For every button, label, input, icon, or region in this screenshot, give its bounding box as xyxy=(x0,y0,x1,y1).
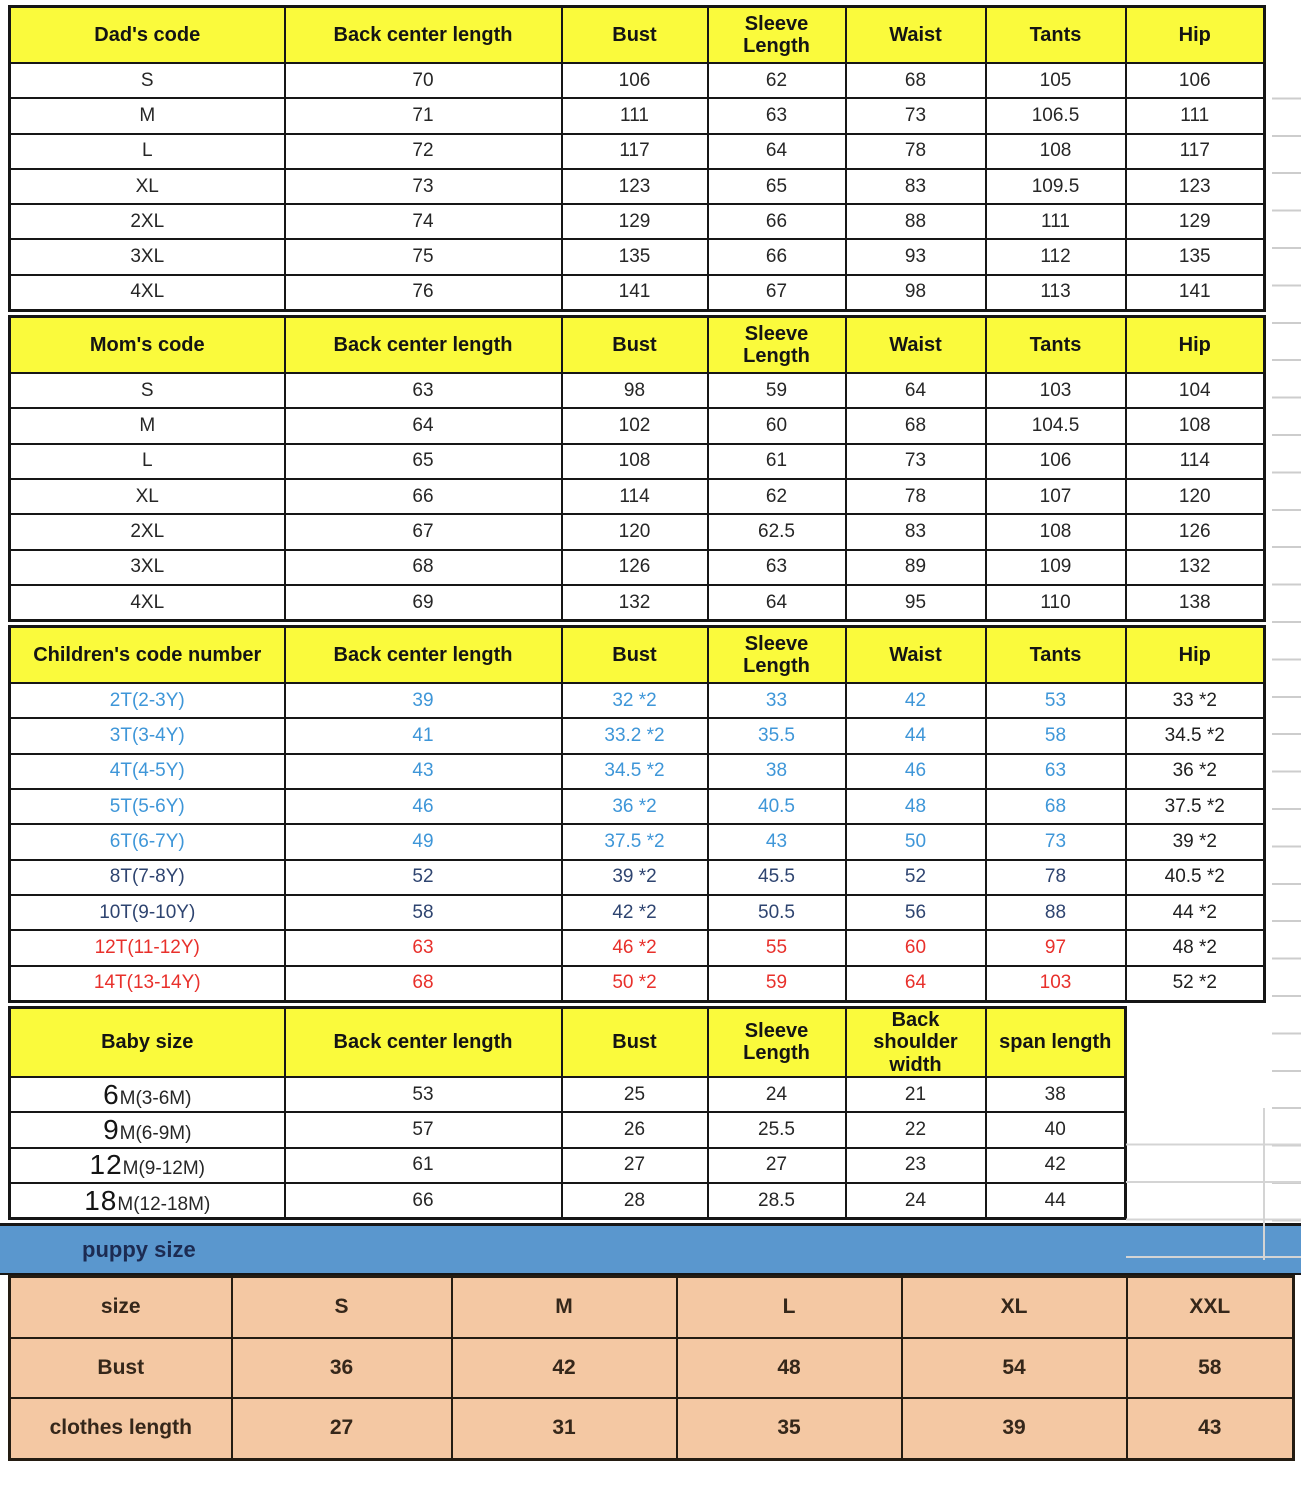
table-row xyxy=(10,239,1265,274)
table-row xyxy=(10,1398,1294,1459)
value-cell: 95 xyxy=(846,585,986,621)
value-cell: 88 xyxy=(846,204,986,239)
value-cell: 141 xyxy=(562,275,708,311)
row-label-cell: 6M(3-6M) xyxy=(10,1077,285,1112)
value-cell: 64 xyxy=(846,966,986,1002)
column-header: Children's code number xyxy=(10,627,285,684)
value-cell: 58 xyxy=(986,718,1126,753)
value-cell: 93 xyxy=(846,239,986,274)
value-cell: 108 xyxy=(1126,408,1265,443)
value-cell: 78 xyxy=(846,134,986,169)
column-header: Sleeve Length xyxy=(708,7,846,64)
value-cell: 107 xyxy=(986,479,1126,514)
value-cell: 40 xyxy=(986,1112,1126,1147)
value-cell: 98 xyxy=(846,275,986,311)
column-header: Bust xyxy=(562,1007,708,1077)
value-cell: 33 xyxy=(708,683,846,718)
value-cell: 83 xyxy=(846,514,986,549)
value-cell: 37.5 *2 xyxy=(562,824,708,859)
value-cell: 46 *2 xyxy=(562,930,708,965)
value-cell: 38 xyxy=(708,754,846,789)
value-cell: 78 xyxy=(846,479,986,514)
value-cell: 21 xyxy=(846,1077,986,1112)
row-label-cell: Bust xyxy=(10,1338,232,1399)
value-cell: 72 xyxy=(285,134,562,169)
value-cell: 89 xyxy=(846,550,986,585)
value-cell: 69 xyxy=(285,585,562,621)
value-cell: 123 xyxy=(1126,169,1265,204)
value-cell: 62 xyxy=(708,479,846,514)
row-label-cell: XL xyxy=(10,169,285,204)
value-cell: 75 xyxy=(285,239,562,274)
value-cell: 73 xyxy=(285,169,562,204)
value-cell: 108 xyxy=(562,444,708,479)
value-cell: 36 *2 xyxy=(562,789,708,824)
value-cell: 60 xyxy=(846,930,986,965)
column-header: Back shoulder width xyxy=(846,1007,986,1077)
value-cell: L xyxy=(677,1277,902,1338)
value-cell: 66 xyxy=(285,1183,562,1219)
value-cell: 43 xyxy=(708,824,846,859)
value-cell: 40.5 xyxy=(708,789,846,824)
value-cell: 123 xyxy=(562,169,708,204)
row-label-cell: 12M(9-12M) xyxy=(10,1148,285,1183)
table-row xyxy=(10,966,1265,1002)
value-cell: 132 xyxy=(1126,550,1265,585)
table-row xyxy=(10,444,1265,479)
value-cell: XXL xyxy=(1127,1277,1294,1338)
value-cell: 76 xyxy=(285,275,562,311)
row-label-cell: 2T(2-3Y) xyxy=(10,683,285,718)
column-header: Bust xyxy=(562,317,708,374)
value-cell: 43 xyxy=(285,754,562,789)
spreadsheet-gridline-vertical xyxy=(1263,1108,1265,1260)
size-lead-number: 9 xyxy=(103,1113,120,1145)
row-label-cell: M xyxy=(10,408,285,443)
value-cell: 54 xyxy=(902,1338,1127,1399)
mom-table-body xyxy=(10,373,1265,621)
value-cell: 37.5 *2 xyxy=(1126,789,1265,824)
column-header: Sleeve Length xyxy=(708,627,846,684)
value-cell: 57 xyxy=(285,1112,562,1147)
value-cell: 50 *2 xyxy=(562,966,708,1002)
value-cell: 24 xyxy=(708,1077,846,1112)
value-cell: 24 xyxy=(846,1183,986,1219)
table-row xyxy=(10,408,1265,443)
value-cell: 64 xyxy=(708,134,846,169)
value-cell: 64 xyxy=(708,585,846,621)
puppy-size-table xyxy=(8,1275,1295,1461)
row-label-cell: 14T(13-14Y) xyxy=(10,966,285,1002)
row-label-cell: XL xyxy=(10,479,285,514)
baby-table-body xyxy=(10,1077,1126,1219)
value-cell: 66 xyxy=(285,479,562,514)
value-cell: M xyxy=(452,1277,677,1338)
table-row xyxy=(10,1148,1126,1183)
value-cell: 68 xyxy=(846,63,986,98)
value-cell: 98 xyxy=(562,373,708,408)
value-cell: 109.5 xyxy=(986,169,1126,204)
value-cell: 42 xyxy=(452,1338,677,1399)
value-cell: 106.5 xyxy=(986,98,1126,133)
value-cell: 129 xyxy=(1126,204,1265,239)
column-header: Baby size xyxy=(10,1007,285,1077)
value-cell: 34.5 *2 xyxy=(1126,718,1265,753)
column-header: Sleeve Length xyxy=(708,317,846,374)
row-label-cell: 5T(5-6Y) xyxy=(10,789,285,824)
value-cell: 44 xyxy=(846,718,986,753)
value-cell: 44 *2 xyxy=(1126,895,1265,930)
value-cell: 22 xyxy=(846,1112,986,1147)
value-cell: 113 xyxy=(986,275,1126,311)
value-cell: 43 xyxy=(1127,1398,1294,1459)
value-cell: 117 xyxy=(1126,134,1265,169)
value-cell: 108 xyxy=(986,514,1126,549)
value-cell: 74 xyxy=(285,204,562,239)
row-label-cell: 4XL xyxy=(10,275,285,311)
value-cell: 114 xyxy=(562,479,708,514)
mom-size-table xyxy=(8,315,1266,622)
value-cell: 48 *2 xyxy=(1126,930,1265,965)
value-cell: 62 xyxy=(708,63,846,98)
row-label-cell: 3XL xyxy=(10,550,285,585)
value-cell: 56 xyxy=(846,895,986,930)
value-cell: 138 xyxy=(1126,585,1265,621)
value-cell: 68 xyxy=(285,966,562,1002)
table-row xyxy=(10,754,1265,789)
column-header: Tants xyxy=(986,7,1126,64)
column-header: Sleeve Length xyxy=(708,1007,846,1077)
value-cell: 97 xyxy=(986,930,1126,965)
value-cell: 36 xyxy=(232,1338,452,1399)
value-cell: 36 *2 xyxy=(1126,754,1265,789)
table-row xyxy=(10,1277,1294,1338)
value-cell: 68 xyxy=(846,408,986,443)
column-header: Hip xyxy=(1126,317,1265,374)
value-cell: 103 xyxy=(986,373,1126,408)
value-cell: 63 xyxy=(986,754,1126,789)
value-cell: 66 xyxy=(708,239,846,274)
value-cell: 71 xyxy=(285,98,562,133)
table-row xyxy=(10,930,1265,965)
value-cell: 126 xyxy=(562,550,708,585)
column-header: Hip xyxy=(1126,627,1265,684)
puppy-size-section-header xyxy=(0,1223,1301,1275)
value-cell: 108 xyxy=(986,134,1126,169)
value-cell: 48 xyxy=(677,1338,902,1399)
value-cell: 141 xyxy=(1126,275,1265,311)
value-cell: 27 xyxy=(232,1398,452,1459)
value-cell: 67 xyxy=(708,275,846,311)
value-cell: 103 xyxy=(986,966,1126,1002)
table-row xyxy=(10,585,1265,621)
value-cell: 53 xyxy=(285,1077,562,1112)
dad-header-row xyxy=(10,7,1265,64)
value-cell: 23 xyxy=(846,1148,986,1183)
row-label-cell: 18M(12-18M) xyxy=(10,1183,285,1219)
value-cell: 120 xyxy=(1126,479,1265,514)
size-lead-number: 18 xyxy=(84,1184,118,1216)
column-header: Bust xyxy=(562,7,708,64)
row-label-cell: L xyxy=(10,444,285,479)
row-label-cell: size xyxy=(10,1277,232,1338)
value-cell: 58 xyxy=(285,895,562,930)
value-cell: 67 xyxy=(285,514,562,549)
value-cell: 105 xyxy=(986,63,1126,98)
value-cell: 52 *2 xyxy=(1126,966,1265,1002)
table-row xyxy=(10,860,1265,895)
value-cell: 33 *2 xyxy=(1126,683,1265,718)
value-cell: 40.5 *2 xyxy=(1126,860,1265,895)
value-cell: 46 xyxy=(846,754,986,789)
column-header: Bust xyxy=(562,627,708,684)
value-cell: 78 xyxy=(986,860,1126,895)
row-label-cell: 9M(6-9M) xyxy=(10,1112,285,1147)
row-label-cell: 10T(9-10Y) xyxy=(10,895,285,930)
value-cell: 63 xyxy=(708,550,846,585)
value-cell: 59 xyxy=(708,373,846,408)
value-cell: 120 xyxy=(562,514,708,549)
value-cell: 42 xyxy=(846,683,986,718)
value-cell: 68 xyxy=(285,550,562,585)
row-label-cell: 3T(3-4Y) xyxy=(10,718,285,753)
column-header: Waist xyxy=(846,627,986,684)
value-cell: 26 xyxy=(562,1112,708,1147)
table-row xyxy=(10,169,1265,204)
value-cell: 104.5 xyxy=(986,408,1126,443)
value-cell: 42 *2 xyxy=(562,895,708,930)
value-cell: 41 xyxy=(285,718,562,753)
row-label-cell: 3XL xyxy=(10,239,285,274)
children-header-row xyxy=(10,627,1265,684)
value-cell: 65 xyxy=(285,444,562,479)
row-label-cell: 8T(7-8Y) xyxy=(10,860,285,895)
row-label-cell: 6T(6-7Y) xyxy=(10,824,285,859)
value-cell: 111 xyxy=(986,204,1126,239)
column-header: Dad's code xyxy=(10,7,285,64)
value-cell: 46 xyxy=(285,789,562,824)
value-cell: 106 xyxy=(986,444,1126,479)
value-cell: 68 xyxy=(986,789,1126,824)
value-cell: 45.5 xyxy=(708,860,846,895)
table-row xyxy=(10,683,1265,718)
table-row xyxy=(10,275,1265,311)
value-cell: 73 xyxy=(986,824,1126,859)
table-row xyxy=(10,895,1265,930)
value-cell: 42 xyxy=(986,1148,1126,1183)
value-cell: 63 xyxy=(708,98,846,133)
row-label-cell: 12T(11-12Y) xyxy=(10,930,285,965)
value-cell: 60 xyxy=(708,408,846,443)
value-cell: 59 xyxy=(708,966,846,1002)
value-cell: 27 xyxy=(708,1148,846,1183)
value-cell: 63 xyxy=(285,373,562,408)
value-cell: 58 xyxy=(1127,1338,1294,1399)
value-cell: 39 *2 xyxy=(562,860,708,895)
row-label-cell: L xyxy=(10,134,285,169)
table-row xyxy=(10,134,1265,169)
row-label-cell: clothes length xyxy=(10,1398,232,1459)
value-cell: 33.2 *2 xyxy=(562,718,708,753)
baby-size-table xyxy=(8,1006,1127,1220)
value-cell: 35 xyxy=(677,1398,902,1459)
mom-header-row xyxy=(10,317,1265,374)
value-cell: 73 xyxy=(846,98,986,133)
value-cell: 62.5 xyxy=(708,514,846,549)
value-cell: 106 xyxy=(562,63,708,98)
column-header: Tants xyxy=(986,317,1126,374)
table-row xyxy=(10,63,1265,98)
value-cell: 135 xyxy=(562,239,708,274)
row-label-cell: 4XL xyxy=(10,585,285,621)
value-cell: 31 xyxy=(452,1398,677,1459)
column-header: Back center length xyxy=(285,1007,562,1077)
table-row xyxy=(10,204,1265,239)
column-header: Back center length xyxy=(285,627,562,684)
value-cell: 35.5 xyxy=(708,718,846,753)
table-row xyxy=(10,479,1265,514)
value-cell: 53 xyxy=(986,683,1126,718)
value-cell: 27 xyxy=(562,1148,708,1183)
value-cell: 65 xyxy=(708,169,846,204)
puppy-table-body xyxy=(10,1277,1294,1460)
column-header: Mom's code xyxy=(10,317,285,374)
column-header: Back center length xyxy=(285,7,562,64)
row-label-cell: 2XL xyxy=(10,204,285,239)
table-row xyxy=(10,1183,1126,1219)
value-cell: 39 *2 xyxy=(1126,824,1265,859)
value-cell: 73 xyxy=(846,444,986,479)
column-header: span length xyxy=(986,1007,1126,1077)
table-row xyxy=(10,98,1265,133)
value-cell: 66 xyxy=(708,204,846,239)
column-header: Waist xyxy=(846,317,986,374)
value-cell: 50 xyxy=(846,824,986,859)
puppy-size-label: puppy size xyxy=(82,1236,196,1262)
table-row xyxy=(10,514,1265,549)
value-cell: 50.5 xyxy=(708,895,846,930)
table-row xyxy=(10,1112,1126,1147)
value-cell: S xyxy=(232,1277,452,1338)
value-cell: 111 xyxy=(1126,98,1265,133)
table-row xyxy=(10,373,1265,408)
value-cell: 25.5 xyxy=(708,1112,846,1147)
value-cell: 55 xyxy=(708,930,846,965)
value-cell: 64 xyxy=(285,408,562,443)
value-cell: 39 xyxy=(902,1398,1127,1459)
value-cell: 109 xyxy=(986,550,1126,585)
size-lead-number: 6 xyxy=(103,1078,120,1110)
dad-table-body xyxy=(10,63,1265,311)
value-cell: 110 xyxy=(986,585,1126,621)
value-cell: 88 xyxy=(986,895,1126,930)
dad-size-table xyxy=(8,5,1266,312)
value-cell: 63 xyxy=(285,930,562,965)
spreadsheet-gridlines-right-margin xyxy=(1272,62,1301,1258)
row-label-cell: S xyxy=(10,373,285,408)
value-cell: 70 xyxy=(285,63,562,98)
row-label-cell: S xyxy=(10,63,285,98)
value-cell: 49 xyxy=(285,824,562,859)
column-header: Tants xyxy=(986,627,1126,684)
value-cell: 61 xyxy=(708,444,846,479)
column-header: Waist xyxy=(846,7,986,64)
value-cell: 129 xyxy=(562,204,708,239)
value-cell: 28 xyxy=(562,1183,708,1219)
value-cell: 132 xyxy=(562,585,708,621)
children-table-body xyxy=(10,683,1265,1001)
table-row xyxy=(10,718,1265,753)
children-size-table xyxy=(8,625,1266,1003)
value-cell: 114 xyxy=(1126,444,1265,479)
value-cell: 111 xyxy=(562,98,708,133)
table-row xyxy=(10,789,1265,824)
value-cell: 135 xyxy=(1126,239,1265,274)
value-cell: 38 xyxy=(986,1077,1126,1112)
table-row xyxy=(10,550,1265,585)
value-cell: 25 xyxy=(562,1077,708,1112)
value-cell: 44 xyxy=(986,1183,1126,1219)
column-header: Back center length xyxy=(285,317,562,374)
value-cell: 102 xyxy=(562,408,708,443)
value-cell: 117 xyxy=(562,134,708,169)
value-cell: 52 xyxy=(285,860,562,895)
value-cell: 52 xyxy=(846,860,986,895)
value-cell: 64 xyxy=(846,373,986,408)
value-cell: 106 xyxy=(1126,63,1265,98)
size-lead-number: 12 xyxy=(89,1149,123,1181)
value-cell: 83 xyxy=(846,169,986,204)
table-row xyxy=(10,1338,1294,1399)
value-cell: 112 xyxy=(986,239,1126,274)
row-label-cell: M xyxy=(10,98,285,133)
row-label-cell: 2XL xyxy=(10,514,285,549)
spreadsheet-gridlines-beside-baby-table xyxy=(1126,1108,1301,1260)
value-cell: 61 xyxy=(285,1148,562,1183)
value-cell: 126 xyxy=(1126,514,1265,549)
row-label-cell: 4T(4-5Y) xyxy=(10,754,285,789)
value-cell: 34.5 *2 xyxy=(562,754,708,789)
table-row xyxy=(10,824,1265,859)
value-cell: 48 xyxy=(846,789,986,824)
value-cell: 32 *2 xyxy=(562,683,708,718)
value-cell: 28.5 xyxy=(708,1183,846,1219)
value-cell: 39 xyxy=(285,683,562,718)
value-cell: 104 xyxy=(1126,373,1265,408)
table-row xyxy=(10,1077,1126,1112)
column-header: Hip xyxy=(1126,7,1265,64)
value-cell: XL xyxy=(902,1277,1127,1338)
baby-header-row xyxy=(10,1007,1126,1077)
